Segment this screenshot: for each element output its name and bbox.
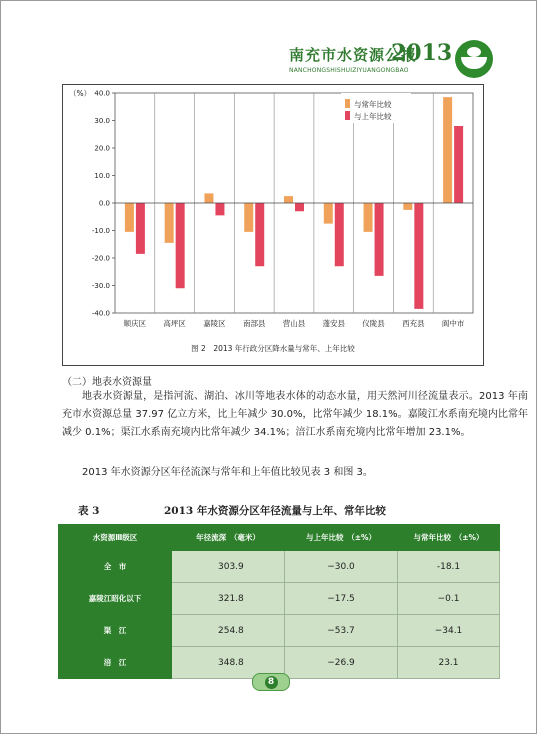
legend-swatch [345, 111, 350, 120]
y-tick-label: -10.0 [91, 227, 110, 235]
page-number: 8 [265, 676, 278, 689]
bar-vs-normal [324, 203, 333, 224]
runoff-table [58, 524, 500, 679]
bar-vs-normal [165, 203, 174, 243]
legend-label: 与常年比较 [354, 100, 392, 109]
bar-vs-last-year [375, 203, 384, 276]
y-tick-label: 20.0 [94, 144, 110, 153]
chart-caption: 图 2 2013 年行政分区降水量与常年、上年比较 [191, 344, 355, 353]
x-tick-label: 南部县 [242, 319, 266, 328]
table-number: 表 3 [78, 505, 100, 517]
bar-vs-normal [403, 203, 412, 210]
y-tick-label: -40.0 [91, 309, 110, 318]
table-cell: −17.5 [285, 583, 398, 615]
table-cell: −53.7 [285, 615, 398, 647]
bar-vs-last-year [335, 203, 344, 266]
column-header: 水资源Ⅲ级区 [59, 525, 172, 551]
bar-chart [63, 85, 483, 340]
table-row [59, 583, 500, 615]
bar-vs-normal [284, 196, 293, 203]
table-header-row [59, 525, 500, 551]
brand-year: 2013 [391, 40, 453, 66]
x-tick-label: 西充县 [402, 319, 425, 328]
table-cell: 254.8 [172, 615, 285, 647]
water-drop-logo-icon [455, 40, 493, 78]
table-title [78, 503, 386, 518]
row-header: 渠 江 [59, 615, 172, 647]
chart-frame [62, 84, 484, 366]
y-axis-label: （%） [69, 89, 92, 98]
x-tick-label: 营山县 [282, 319, 306, 328]
bar-vs-normal [125, 203, 134, 232]
y-tick-label: 30.0 [94, 117, 110, 125]
table-cell: 321.8 [172, 583, 285, 615]
brand-header [289, 40, 519, 90]
y-tick-label: 0.0 [98, 199, 110, 208]
paragraph-table-reference: 2013 年水资源分区年径流深与常年和上年值比较见表 3 和图 3。 [82, 467, 373, 478]
x-tick-label: 仪陇县 [362, 319, 385, 328]
table-cell: −34.1 [398, 615, 500, 647]
x-tick-label: 嘉陵区 [203, 319, 226, 328]
table-cell: −30.0 [285, 551, 398, 583]
page-number-badge [252, 673, 290, 691]
table-caption: 2013 年水资源分区年径流量与上年、常年比较 [164, 505, 386, 517]
y-tick-label: -20.0 [91, 254, 110, 263]
bar-vs-last-year [215, 203, 224, 215]
bar-vs-last-year [255, 203, 264, 266]
bar-vs-normal [204, 193, 213, 203]
brand-pinyin: NANCHONGSHISHUIZIYUANGONGBAO [289, 67, 409, 74]
brand-title: 南充市水资源公报 [289, 46, 418, 64]
bar-vs-last-year [295, 203, 304, 211]
table-cell: 303.9 [172, 551, 285, 583]
row-header: 嘉陵江昭化以下 [59, 583, 172, 615]
bar-vs-normal [244, 203, 253, 232]
bar-vs-normal [443, 97, 452, 203]
bar-vs-last-year [176, 203, 185, 288]
bar-vs-last-year [136, 203, 145, 254]
x-tick-label: 蓬安县 [322, 319, 346, 328]
row-header: 全 市 [59, 551, 172, 583]
table-row [59, 615, 500, 647]
x-tick-label: 阆中市 [441, 319, 465, 328]
table-cell: 348.8 [172, 647, 285, 679]
y-tick-label: 10.0 [94, 172, 110, 180]
table-cell: 23.1 [398, 647, 500, 679]
column-header: 与常年比较 （±%） [398, 525, 500, 551]
paragraph-surface-water: 地表水资源量，是指河流、湖泊、冰川等地表水体的动态水量，用天然河川径流量表示。2013 年南充市水资源总量 37.97 亿立方米，比上年减少 30.0%，比常年减少 18.1%。嘉陵江水系南充境内比常年减少 0.1%；渠江水系南充境内比常年减少 34.1%；涪江水系南充境内比常年增加 23.1%。 [62, 391, 528, 438]
table-row [59, 551, 500, 583]
column-header: 年径流深 （毫米） [172, 525, 285, 551]
table-cell: -18.1 [398, 551, 500, 583]
table-cell: −26.9 [285, 647, 398, 679]
row-header: 涪 江 [59, 647, 172, 679]
bar-vs-last-year [414, 203, 423, 309]
y-tick-label: -30.0 [91, 282, 110, 290]
bar-vs-normal [364, 203, 373, 232]
table-cell: −0.1 [398, 583, 500, 615]
legend-label: 与上年比较 [354, 112, 392, 121]
legend-swatch [345, 99, 350, 108]
section-heading: （二）地表水资源量 [62, 377, 152, 388]
y-tick-label: 40.0 [94, 89, 110, 98]
x-tick-label: 顺庆区 [123, 319, 147, 328]
bar-vs-last-year [454, 126, 463, 203]
column-header: 与上年比较 （±%） [285, 525, 398, 551]
x-tick-label: 高坪区 [163, 319, 186, 328]
